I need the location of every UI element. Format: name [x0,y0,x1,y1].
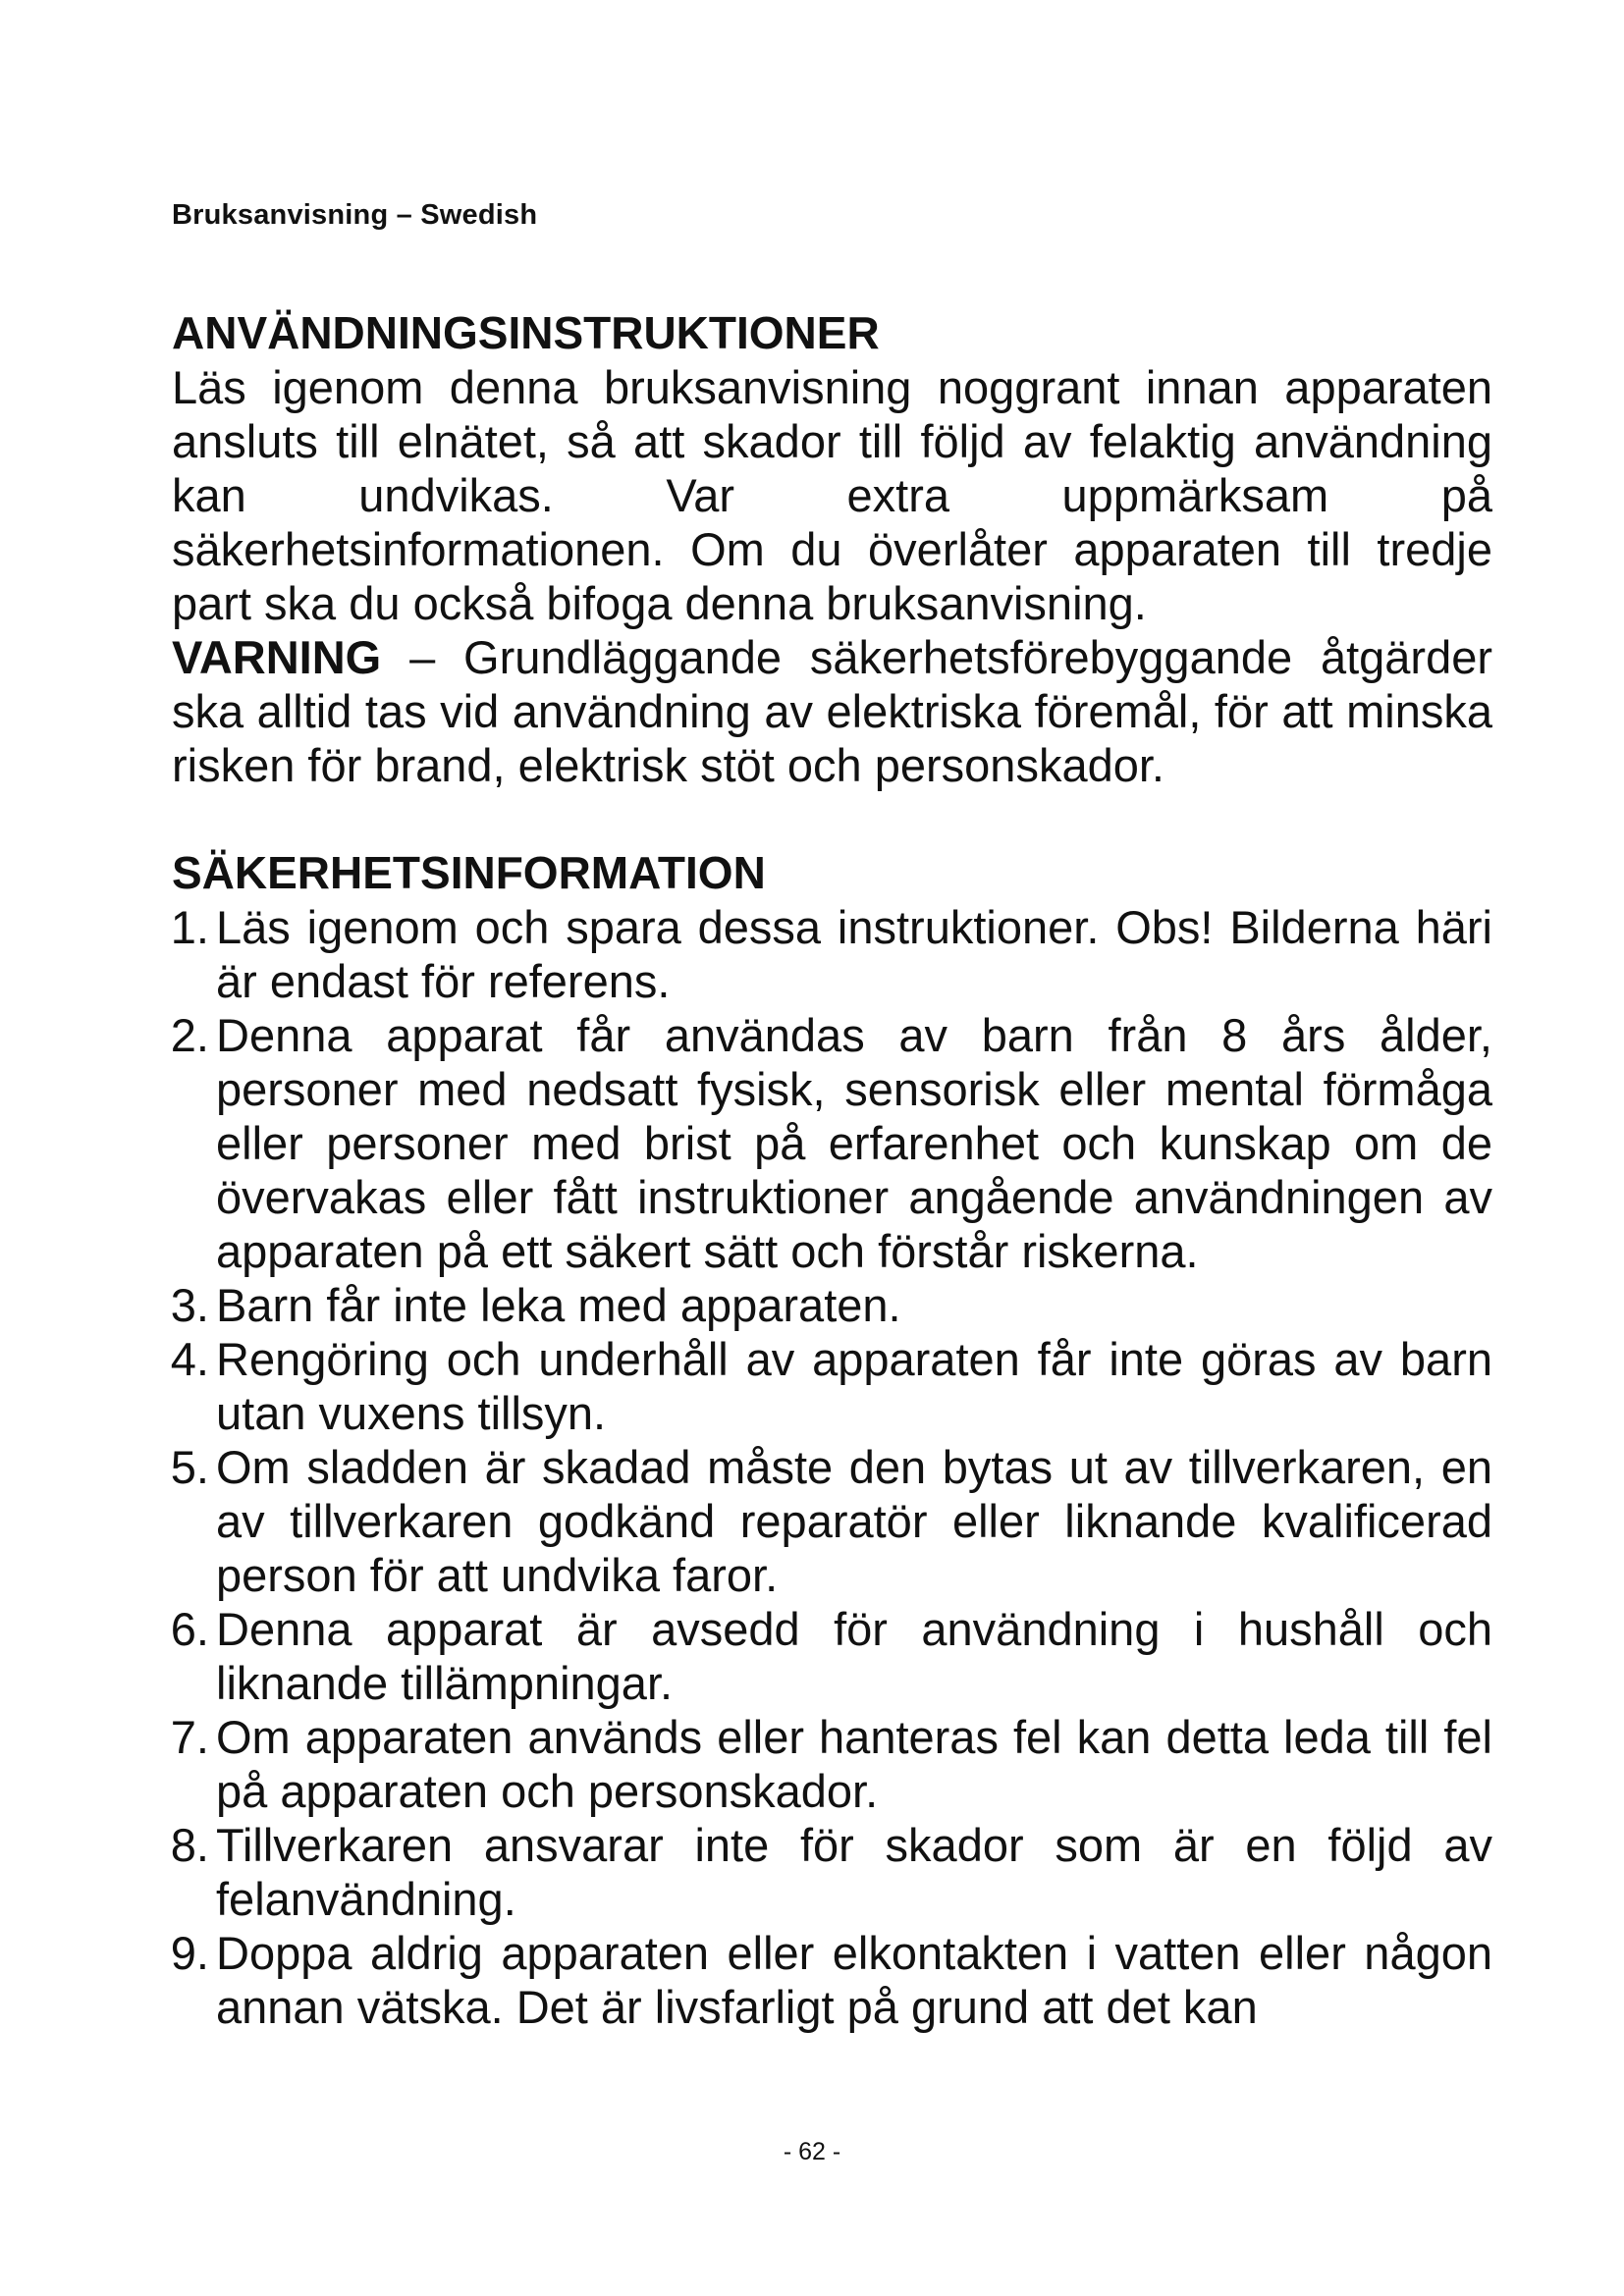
page-number: - 62 - [783,2138,841,2165]
list-item [172,1602,1492,1710]
list-item-text: Om apparaten används eller hanteras fel kan detta leda till fel på apparaten och personskador. [216,1711,1492,1817]
list-item [172,1008,1492,1278]
list-item-number: 8. [170,1819,209,1871]
list-item-text: Denna apparat får användas av barn från 8 års ålder, personer med nedsatt fysisk, sensorisk eller mental förmåga eller personer med brist på erfarenhet och kunskap om de övervakas eller fått instruktioner angående användningen av apparaten på ett säkert sätt och förstår riskerna. [216,1009,1492,1277]
list-item-number: 4. [170,1333,209,1385]
list-item-number: 7. [170,1711,209,1763]
list-item-text: Om sladden är skadad måste den bytas ut av tillverkaren, en av tillverkaren godkänd reparatör eller liknande kvalificerad person för att undvika faror. [216,1441,1492,1601]
list-item [172,900,1492,1008]
list-item-number: 3. [170,1279,209,1331]
list-item-number: 6. [170,1603,209,1655]
list-item [172,1926,1492,2034]
list-item-number: 1. [170,901,209,953]
warning-label: VARNING [172,631,382,683]
list-item-number: 9. [170,1927,209,1979]
list-item-number: 5. [170,1441,209,1493]
warning-paragraph [172,630,1492,792]
list-item-text: Denna apparat är avsedd för användning i hushåll och liknande tillämpningar. [216,1603,1492,1709]
list-item-number: 2. [170,1009,209,1061]
safety-information-heading: SÄKERHETSINFORMATION [172,847,766,898]
list-item [172,1818,1492,1926]
running-header: Bruksanvisning – Swedish [172,199,538,231]
list-item-text: Läs igenom och spara dessa instruktioner. Obs! Bilderna häri är endast för referens. [216,901,1492,1007]
usage-instructions-heading: ANVÄNDNINGSINSTRUKTIONER [172,307,880,358]
list-item [172,1332,1492,1440]
list-item [172,1278,1492,1332]
list-item-text: Rengöring och underhåll av apparaten får inte göras av barn utan vuxens tillsyn. [216,1333,1492,1439]
page-content [172,306,1492,2034]
warning-text: – Grundläggande säkerhetsförebyggande åtgärder ska alltid tas vid användning av elektriska föremål, för att minska risken för brand, elektrisk stöt och personskador. [172,631,1492,791]
list-item [172,1710,1492,1818]
list-item-text: Barn får inte leka med apparaten. [216,1279,901,1331]
list-item-text: Tillverkaren ansvarar inte för skador som är en följd av felanvändning. [216,1819,1492,1925]
intro-paragraph: Läs igenom denna bruksanvisning noggrant innan apparaten ansluts till elnätet, så att skador till följd av felaktig användning kan undvikas. Var extra uppmärksam på säkerhetsinformationen. Om du överlåter apparaten till tredje part ska du också bifoga denna bruksanvisning. [172,361,1492,629]
list-item-text: Doppa aldrig apparaten eller elkontakten i vatten eller någon annan vätska. Det är livsfarligt på grund att det kan [216,1927,1492,2033]
safety-list [172,900,1492,2034]
list-item [172,1440,1492,1602]
